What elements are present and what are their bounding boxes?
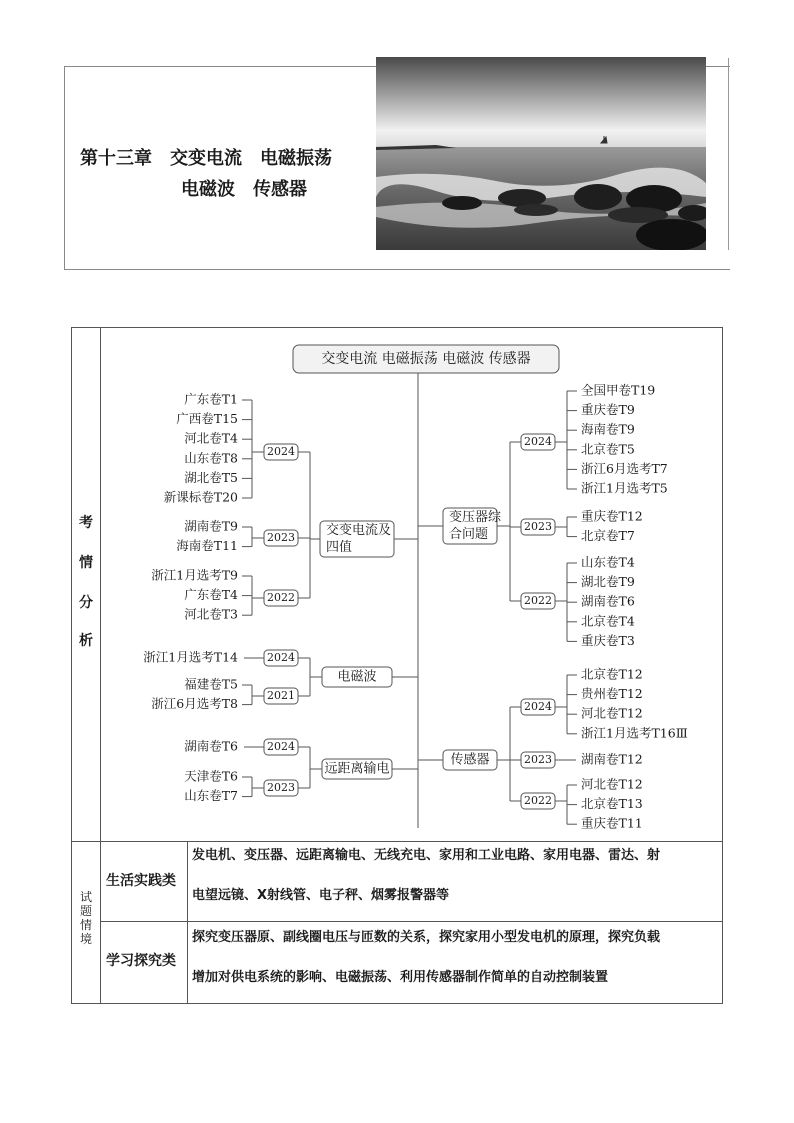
exam-item: 广东卷T1 — [184, 391, 238, 407]
exam-item: 浙江1月选考T9 — [151, 567, 238, 583]
exam-item: 全国甲卷T19 — [581, 382, 656, 398]
topic-r1-label: 传感器 — [450, 752, 490, 768]
topic-r0-label: 合问题 — [449, 527, 489, 542]
exam-item: 湖南卷T12 — [581, 751, 643, 767]
year-badge-label: 2024 — [267, 445, 295, 458]
exam-item: 重庆卷T3 — [581, 632, 635, 648]
year-badge-label: 2023 — [524, 753, 552, 766]
year-badge-label: 2022 — [524, 594, 552, 607]
chapter-title-line2: 电磁波 传感器 — [181, 179, 307, 200]
exam-item: 河北卷T12 — [581, 705, 643, 721]
context-label-char: 情 — [80, 918, 93, 932]
exam-item: 北京卷T4 — [581, 613, 635, 629]
exam-item: 湖北卷T5 — [184, 469, 238, 485]
side-label-char: 情 — [79, 555, 93, 571]
context-row-label: 学习探究类 — [106, 953, 176, 969]
exam-item: 浙江1月选考T5 — [581, 480, 668, 496]
exam-item: 河北卷T12 — [581, 776, 643, 792]
context-row-line: 发电机、变压器、远距离输电、无线充电、家用和工业电路、家用电器、雷达、射 — [192, 848, 661, 863]
exam-item: 海南卷T11 — [176, 538, 238, 554]
exam-item: 贵州卷T12 — [581, 686, 643, 702]
year-badge-label: 2024 — [267, 651, 295, 664]
side-label-char: 析 — [79, 633, 93, 649]
exam-item: 湖北卷T9 — [581, 574, 635, 590]
exam-item: 北京卷T12 — [581, 666, 643, 682]
exam-item: 重庆卷T9 — [581, 402, 635, 418]
exam-item: 重庆卷T12 — [581, 508, 643, 524]
exam-item: 山东卷T4 — [581, 554, 635, 570]
exam-item: 浙江1月选考T14 — [143, 649, 238, 665]
exam-item: 北京卷T5 — [581, 441, 635, 457]
context-row-label: 生活实践类 — [106, 873, 176, 889]
exam-item: 湖南卷T6 — [581, 593, 635, 609]
exam-item: 河北卷T3 — [184, 606, 238, 622]
exam-item: 浙江1月选考T16Ⅲ — [581, 725, 688, 741]
topic-1-label: 电磁波 — [337, 669, 377, 685]
exam-item: 浙江6月选考T8 — [151, 696, 238, 712]
topic-0-label: 四值 — [326, 540, 353, 555]
topic-0-label: 交变电流及 — [326, 523, 392, 538]
context-label-char: 试 — [80, 890, 93, 904]
context-label-char: 题 — [80, 904, 93, 918]
year-badge-label: 2021 — [267, 689, 295, 702]
year-badge-label: 2022 — [267, 591, 295, 604]
year-badge-label: 2023 — [524, 520, 552, 533]
context-row-line: 电望远镜、X射线管、电子秤、烟雾报警器等 — [192, 888, 450, 903]
exam-item: 浙江6月选考T7 — [581, 460, 668, 476]
exam-item: 湖南卷T9 — [184, 518, 238, 534]
exam-item: 河北卷T4 — [184, 430, 238, 446]
context-row-line: 探究变压器原、副线圈电压与匝数的关系，探究家用小型发电机的原理，探究负载 — [192, 930, 661, 945]
exam-item: 重庆卷T11 — [581, 815, 643, 831]
year-badge-label: 2024 — [524, 435, 552, 448]
exam-item: 北京卷T13 — [581, 796, 643, 812]
exam-item: 湖南卷T6 — [184, 738, 238, 754]
exam-item: 广东卷T4 — [184, 587, 238, 603]
side-label-char: 分 — [79, 595, 93, 611]
context-row-line: 增加对供电系统的影响、电磁振荡、利用传感器制作简单的自动控制装置 — [192, 970, 609, 985]
exam-item: 广西卷T15 — [176, 411, 238, 427]
year-badge-label: 2023 — [267, 781, 295, 794]
chapter-title-line1: 第十三章 交变电流 电磁振荡 — [80, 148, 332, 169]
topic-r0-label: 变压器综 — [449, 510, 502, 525]
topic-2-label: 远距离输电 — [324, 761, 390, 777]
side-label-char: 考 — [79, 515, 93, 531]
exam-item: 福建卷T5 — [184, 676, 238, 692]
exam-item: 海南卷T9 — [581, 421, 635, 437]
year-badge-label: 2023 — [267, 531, 295, 544]
exam-item: 天津卷T6 — [184, 768, 238, 784]
exam-item: 北京卷T7 — [581, 528, 635, 544]
exam-item: 山东卷T7 — [184, 788, 238, 804]
year-badge-label: 2024 — [524, 700, 552, 713]
context-label-char: 境 — [80, 932, 93, 946]
year-badge-label: 2022 — [524, 794, 552, 807]
year-badge-label: 2024 — [267, 740, 295, 753]
exam-item: 山东卷T8 — [184, 450, 238, 466]
exam-item: 新课标卷T20 — [163, 489, 238, 505]
root-topic-label: 交变电流 电磁振荡 电磁波 传感器 — [321, 351, 531, 367]
